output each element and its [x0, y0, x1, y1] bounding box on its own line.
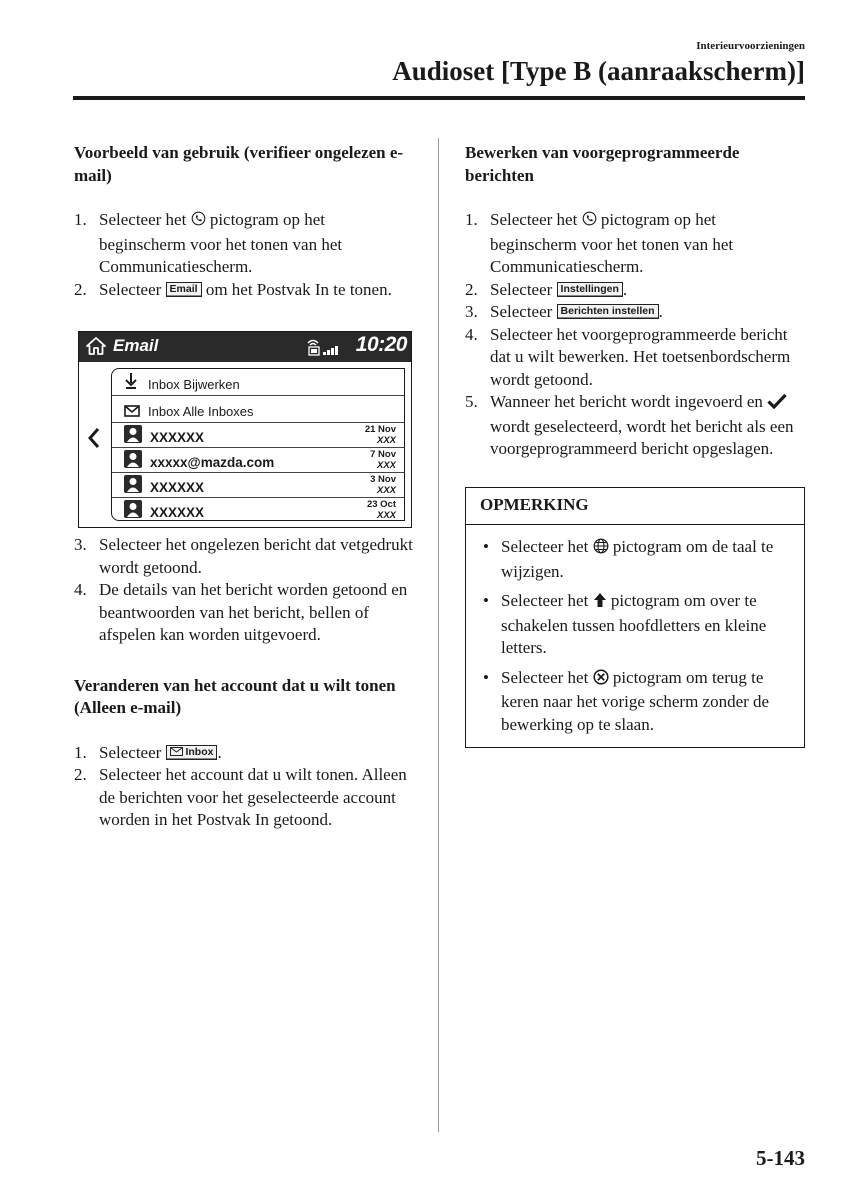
message-date: 7 Nov XXX: [370, 449, 396, 471]
message-row[interactable]: [112, 423, 404, 448]
bullet: •: [483, 667, 489, 687]
step-item: [74, 534, 414, 579]
globe-icon: [593, 538, 609, 561]
note-list: [480, 536, 794, 736]
step-text: Wanneer het bericht wordt ingevoerd en: [490, 392, 763, 411]
screen-list: [111, 368, 405, 521]
phone-bubble-icon: [191, 211, 206, 234]
step-number: 5.: [465, 392, 478, 411]
message-row[interactable]: [112, 498, 404, 521]
step-text: Selecteer: [490, 302, 553, 321]
step-item: [74, 209, 414, 279]
settings-key-label: Instellingen: [557, 282, 623, 297]
step-text: Selecteer het ongelezen bericht dat vetgedrukt wordt getoond.: [99, 535, 413, 577]
step-text: wordt geselecteerd, wordt het bericht als een voorgeprogrammeerd bericht opgeslagen.: [490, 416, 794, 458]
step-item: [465, 279, 805, 302]
message-date: 21 Nov XXX: [364, 424, 396, 446]
step-item: [74, 742, 414, 765]
note-text: Selecteer het: [501, 591, 589, 610]
home-icon: [86, 337, 106, 362]
bullet: •: [483, 537, 489, 556]
page-title: Audioset [Type B (aanraakscherm)]: [392, 56, 805, 86]
step-number: 3.: [465, 302, 478, 321]
checkmark-icon: [767, 393, 787, 416]
phone-bubble-icon: [582, 211, 597, 234]
steps-change-account: [74, 742, 414, 832]
step-text: .: [622, 279, 628, 299]
step-item: [74, 579, 414, 647]
note-box: [465, 487, 805, 749]
contact-avatar-icon: [124, 425, 142, 443]
inbox-key-label: Inbox: [166, 745, 218, 760]
download-arrow-icon: [124, 372, 138, 398]
step-number: 4.: [74, 580, 87, 599]
bullet: •: [483, 591, 489, 610]
note-text: pictogram om over te schakelen tussen hoofdletters en kleine letters.: [501, 591, 767, 657]
step-text: Selecteer het account dat u wilt tonen. Alleen de berichten voor het geselecteerde account worden in het Postvak In getoond.: [99, 765, 407, 829]
note-item: [480, 667, 794, 737]
step-text: pictogram op het beginscherm voor het tonen van het Communicatiescherm.: [99, 210, 343, 276]
note-text: Selecteer het: [501, 667, 589, 687]
message-date: 23 Oct XXX: [366, 499, 396, 521]
cancel-x-icon: [593, 669, 609, 692]
step-text: Selecteer: [490, 279, 553, 299]
screen-clock: 10:20: [355, 333, 407, 356]
note-item: [480, 590, 794, 660]
menu-label: Inbox Bijwerken: [148, 377, 240, 392]
email-key-label: Email: [166, 282, 202, 297]
step-number: 1.: [74, 210, 87, 229]
column-divider: [438, 138, 439, 1132]
step-text: Selecteer het: [99, 210, 187, 229]
step-text: De details van het bericht worden getoond en beantwoorden van het bericht, bellen of afspelen kan worden uitgevoerd.: [99, 580, 408, 644]
step-item: [74, 764, 414, 832]
step-item: [465, 324, 805, 392]
message-row[interactable]: [112, 473, 404, 498]
message-sender: XXXXXX: [150, 430, 205, 445]
step-number: 2.: [465, 279, 478, 299]
page-number: 5-143: [756, 1146, 805, 1170]
right-column: [465, 142, 805, 748]
signal-status-icon: [305, 337, 341, 364]
menu-label: Inbox Alle Inboxes: [148, 404, 254, 419]
envelope-icon: [124, 402, 140, 425]
steps-verify-email: [74, 209, 414, 301]
shift-arrow-icon: [593, 592, 607, 615]
step-text: om het Postvak In te tonen.: [205, 279, 392, 299]
message-row[interactable]: [112, 448, 404, 473]
note-item: [480, 536, 794, 583]
note-text: pictogram om de taal te wijzigen.: [501, 537, 774, 581]
section-heading-verify-email: Voorbeeld van gebruik (verifieer ongelezen e-mail): [74, 143, 404, 185]
step-number: 1.: [74, 742, 87, 762]
back-chevron-icon[interactable]: [87, 427, 101, 456]
steps-verify-email-continued: [74, 534, 414, 647]
message-sender: XXXXXX: [150, 505, 205, 520]
step-text: .: [217, 742, 222, 762]
step-text: Selecteer: [99, 279, 162, 299]
screen-title-bar: [79, 332, 411, 362]
envelope-icon: [170, 747, 183, 756]
step-number: 3.: [74, 535, 87, 554]
inbox-update-row[interactable]: [112, 369, 404, 396]
message-date: 3 Nov XXX: [370, 474, 396, 496]
message-settings-key-label: Berichten instellen: [557, 304, 659, 319]
contact-avatar-icon: [124, 475, 142, 493]
section-heading-edit-messages: Bewerken van voorgeprogrammeerde berichten: [465, 143, 740, 185]
contact-avatar-icon: [124, 500, 142, 518]
steps-edit-messages: [465, 209, 805, 461]
note-text: pictogram om terug te keren naar het vorige scherm zonder de bewerking op te slaan.: [501, 667, 770, 734]
email-screen-illustration: [78, 331, 412, 528]
screen-title: Email: [113, 336, 159, 355]
step-item: [74, 279, 414, 302]
section-heading-change-account: Veranderen van het account dat u wilt tonen (Alleen e-mail): [74, 675, 396, 717]
step-text: Selecteer het voorgeprogrammeerde bericht dat u wilt bewerken. Het toetsenbordscherm wordt getoond.: [490, 324, 791, 389]
step-item: [465, 209, 805, 279]
step-text: pictogram op het beginscherm voor het tonen van het Communicatiescherm.: [490, 210, 734, 276]
inbox-all-row[interactable]: [112, 396, 404, 423]
step-number: 4.: [465, 324, 478, 344]
step-item: [465, 301, 805, 324]
step-number: 1.: [465, 210, 478, 229]
step-text: Selecteer het: [490, 210, 578, 229]
message-sender: XXXXXX: [150, 480, 205, 495]
section-kicker: Interieurvoorzieningen: [696, 40, 805, 52]
step-number: 2.: [74, 279, 87, 299]
note-title: OPMERKING: [466, 488, 804, 526]
step-number: 2.: [74, 765, 87, 784]
step-text: Selecteer: [99, 742, 162, 762]
contact-avatar-icon: [124, 450, 142, 468]
message-sender: xxxxx@mazda.com: [150, 455, 275, 470]
left-column: [74, 142, 414, 832]
step-item: [465, 391, 805, 461]
step-text: .: [658, 302, 663, 321]
note-text: Selecteer het: [501, 537, 589, 556]
header-rule: [73, 96, 805, 100]
